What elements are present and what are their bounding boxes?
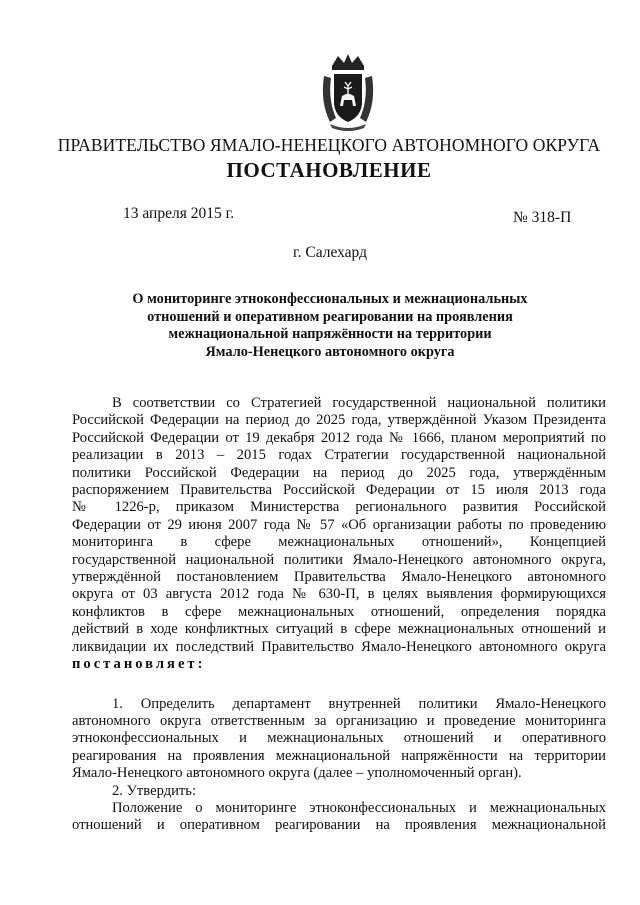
document-number: № 318-П: [513, 209, 572, 226]
item1-line: Ямало-Ненецкого автономного округа (далее – уполномоченный орган).: [72, 765, 522, 782]
coat-of-arms-emblem: [318, 52, 378, 132]
preamble-line: действий в ходе конфликтных ситуаций в сфере межнациональных отношений и: [72, 621, 606, 638]
document-type-heading: ПОСТАНОВЛЕНИЕ: [226, 158, 432, 182]
item1-line: этноконфессиональных и межнациональных отношений и оперативного: [72, 730, 606, 747]
preamble-line: Российской Федерации от 19 декабря 2012 года № 1666, планом мероприятий по: [72, 429, 606, 446]
title-line: Ямало-Ненецкого автономного округа: [205, 343, 455, 360]
title-line: О мониторинге этноконфессиональных и межнациональных: [132, 291, 528, 307]
item2-heading: 2. Утвердить:: [112, 782, 197, 799]
preamble-line: политики Российской Федерации на период до 2025 года, утверждённым: [72, 464, 606, 481]
preamble-line: В соответствии со Стратегией государственной национальной политики: [112, 395, 606, 411]
organization-heading: ПРАВИТЕЛЬСТВО ЯМАЛО-НЕНЕЦКОГО АВТОНОМНОГО ОКРУГА: [57, 135, 601, 155]
preamble-line: реализации в 2013 – 2015 годах Стратегии государственной национальной: [72, 447, 606, 464]
preamble-line: государственной национальной политики Ямало-Ненецкого автономного округа,: [72, 551, 606, 568]
document-body: [72, 395, 606, 835]
item1-line: 1. Определить департамент внутренней политики Ямало-Ненецкого: [112, 695, 606, 712]
document-date: 13 апреля 2015 г.: [123, 205, 235, 222]
preamble-line: округа от 03 августа 2012 года № 630-П, в целях выявления формирующихся: [72, 586, 606, 603]
title-line: отношений и оперативном реагировании на проявления: [147, 308, 513, 325]
document-title: [100, 291, 560, 361]
resolves-word: постановляет:: [72, 656, 206, 673]
item2-line: Положение о мониторинге этноконфессиональных и межнациональных: [112, 799, 606, 816]
item1-line: автономного округа ответственным за организацию и проведение мониторинга: [72, 712, 606, 729]
preamble-line: утверждённой постановлением Правительства Ямало-Ненецкого автономного: [72, 569, 606, 586]
preamble-line: Федерации от 29 июня 2007 года № 57 «Об организации работы по проведению: [72, 516, 606, 533]
preamble-line: мониторинга в сфере межнациональных отношений», Концепцией: [72, 534, 606, 551]
preamble-line: Российской Федерации на период до 2025 года, утверждённой Указом Президента: [72, 412, 606, 429]
preamble-line: № 1226-р, приказом Министерства регионального развития Российской: [72, 499, 606, 516]
preamble-line: распоряжением Правительства Российской Федерации от 15 июля 2013 года: [72, 482, 606, 499]
title-line: межнациональной напряжённости на территории: [168, 326, 492, 342]
preamble-line: ликвидации их последствий Правительство Ямало-Ненецкого автономного округа: [72, 638, 606, 655]
preamble-line: конфликтов в сфере межнациональных отношений, определения порядка: [72, 603, 606, 620]
item1-line: реагирования на проявления межнациональной напряжённости на территории: [72, 747, 606, 764]
document-city: г. Салехард: [293, 244, 367, 261]
item2-line: отношений и оперативном реагировании на проявления межнациональной: [72, 817, 606, 834]
